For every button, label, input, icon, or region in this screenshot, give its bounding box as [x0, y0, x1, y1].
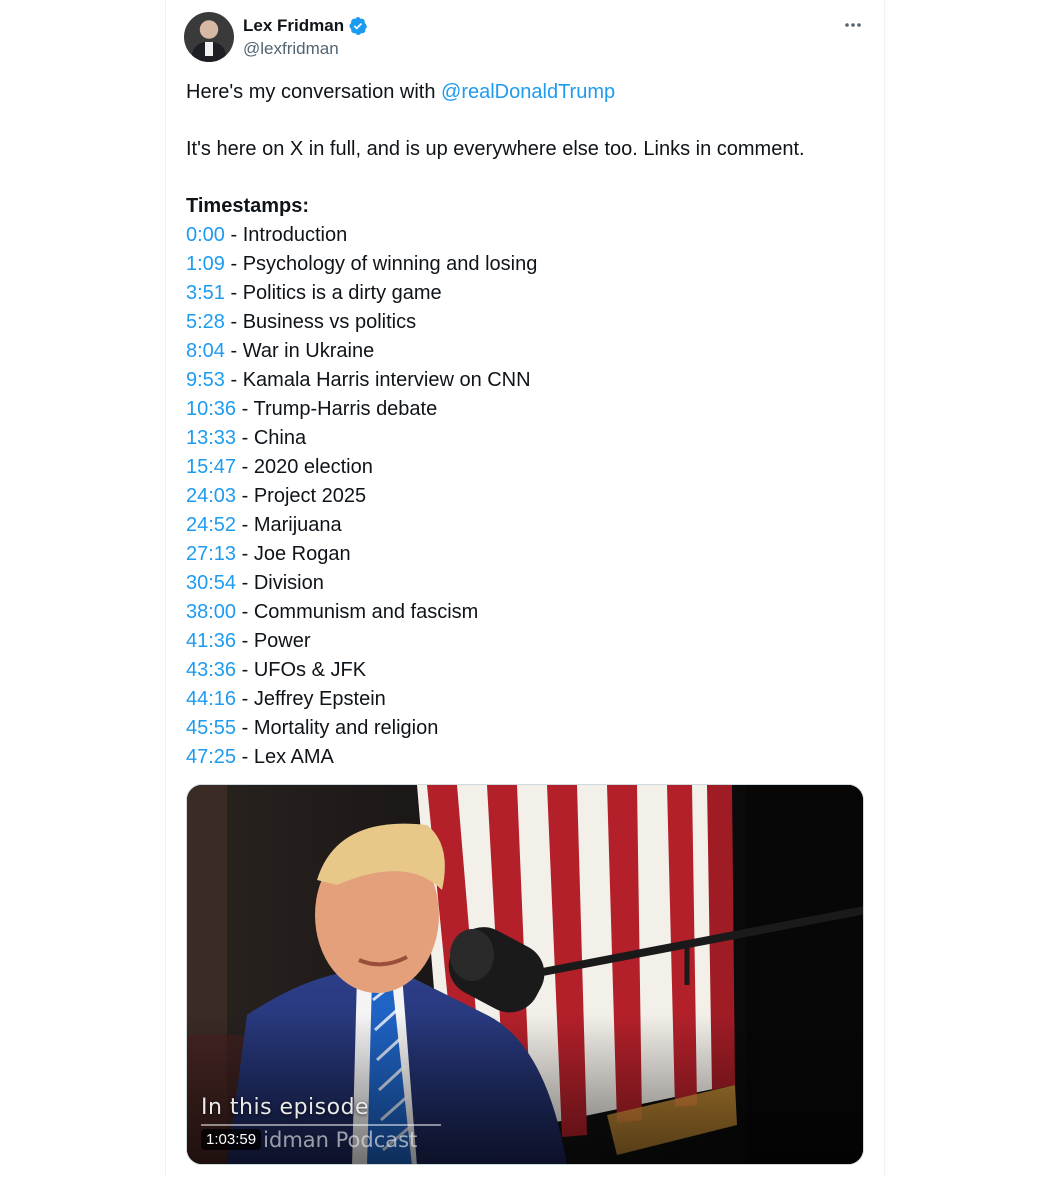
timestamp-label: - China — [236, 427, 307, 449]
mention-link[interactable]: @realDonaldTrump — [441, 81, 616, 103]
timestamp-link[interactable]: 1:09 — [186, 253, 225, 275]
timestamp-label: - Project 2025 — [236, 485, 367, 507]
overlay-subtitle-text: idman Podcast — [263, 1128, 418, 1152]
availability-line: It's here on X in full, and is up everywhere else too. Links in comment. — [186, 138, 805, 160]
paragraph-gap — [186, 107, 866, 135]
timestamps-heading: Timestamps: — [186, 195, 310, 217]
timestamp-link[interactable]: 44:16 — [186, 688, 237, 710]
timestamp-row — [186, 279, 866, 308]
timestamp-row — [186, 714, 866, 743]
timestamp-link[interactable]: 43:36 — [186, 659, 237, 681]
timestamp-link[interactable]: 24:52 — [186, 514, 237, 536]
timestamp-link[interactable]: 30:54 — [186, 572, 237, 594]
timestamp-row — [186, 656, 866, 685]
timestamp-row — [186, 337, 866, 366]
timestamp-label: - Trump-Harris debate — [236, 398, 438, 420]
tweet-text — [186, 78, 866, 772]
tweet-header — [184, 12, 864, 62]
timestamp-link[interactable]: 13:33 — [186, 427, 237, 449]
timestamp-link[interactable]: 38:00 — [186, 601, 237, 623]
timestamp-label: - Politics is a dirty game — [224, 282, 442, 304]
more-options-icon[interactable] — [842, 14, 864, 36]
timestamp-row — [186, 511, 866, 540]
timestamp-row — [186, 482, 866, 511]
timestamp-row — [186, 424, 866, 453]
timestamp-row — [186, 540, 866, 569]
episode-overlay-title: In this episode — [201, 1095, 370, 1120]
timestamp-label: - Division — [236, 572, 324, 594]
timestamp-row — [186, 627, 866, 656]
timestamp-link[interactable]: 24:03 — [186, 485, 237, 507]
timestamp-label: - Communism and fascism — [236, 601, 479, 623]
paragraph-gap — [186, 164, 866, 192]
overlay-rule — [201, 1124, 441, 1126]
timestamp-label: - Business vs politics — [224, 311, 417, 333]
timestamp-row — [186, 743, 866, 772]
timestamp-row — [186, 685, 866, 714]
timestamp-label: - UFOs & JFK — [236, 659, 367, 681]
timestamp-label: - Power — [236, 630, 311, 652]
timestamp-label: - Joe Rogan — [236, 543, 351, 565]
timestamp-row — [186, 395, 866, 424]
video-duration-badge: 1:03:59 — [201, 1129, 261, 1150]
timestamp-link[interactable]: 8:04 — [186, 340, 225, 362]
timestamp-row — [186, 366, 866, 395]
timestamp-label: - Marijuana — [236, 514, 342, 536]
timestamp-link[interactable]: 10:36 — [186, 398, 237, 420]
author-avatar[interactable] — [184, 12, 234, 62]
verified-badge-icon — [348, 16, 368, 36]
timestamps-list — [186, 221, 866, 772]
intro-line — [186, 78, 866, 107]
timestamp-row — [186, 598, 866, 627]
timestamp-link[interactable]: 3:51 — [186, 282, 225, 304]
timestamp-link[interactable]: 45:55 — [186, 717, 237, 739]
author-display-name[interactable]: Lex Fridman — [243, 16, 345, 35]
intro-prefix: Here's my conversation with — [186, 81, 442, 103]
timestamp-link[interactable]: 27:13 — [186, 543, 237, 565]
timestamp-row — [186, 221, 866, 250]
timestamp-row — [186, 453, 866, 482]
timestamp-label: - War in Ukraine — [224, 340, 375, 362]
timestamp-link[interactable]: 0:00 — [186, 224, 225, 246]
timestamp-label: - Introduction — [224, 224, 348, 246]
timestamp-row — [186, 569, 866, 598]
timestamp-link[interactable]: 47:25 — [186, 746, 237, 768]
timestamp-link[interactable]: 5:28 — [186, 311, 225, 333]
timestamp-label: - Psychology of winning and losing — [224, 253, 538, 275]
video-player[interactable] — [186, 784, 864, 1165]
timestamp-row — [186, 250, 866, 279]
timestamp-label: - 2020 election — [236, 456, 373, 478]
avatar-shirt — [205, 42, 213, 56]
author-names — [243, 15, 368, 59]
timestamp-link[interactable]: 41:36 — [186, 630, 237, 652]
author-handle[interactable]: @lexfridman — [243, 39, 339, 58]
timestamp-row — [186, 308, 866, 337]
name-row — [243, 15, 368, 37]
timestamp-label: - Mortality and religion — [236, 717, 439, 739]
timestamp-label: - Lex AMA — [236, 746, 334, 768]
timestamp-label: - Jeffrey Epstein — [236, 688, 386, 710]
timestamp-link[interactable]: 9:53 — [186, 369, 225, 391]
timestamp-label: - Kamala Harris interview on CNN — [224, 369, 531, 391]
timestamp-link[interactable]: 15:47 — [186, 456, 237, 478]
